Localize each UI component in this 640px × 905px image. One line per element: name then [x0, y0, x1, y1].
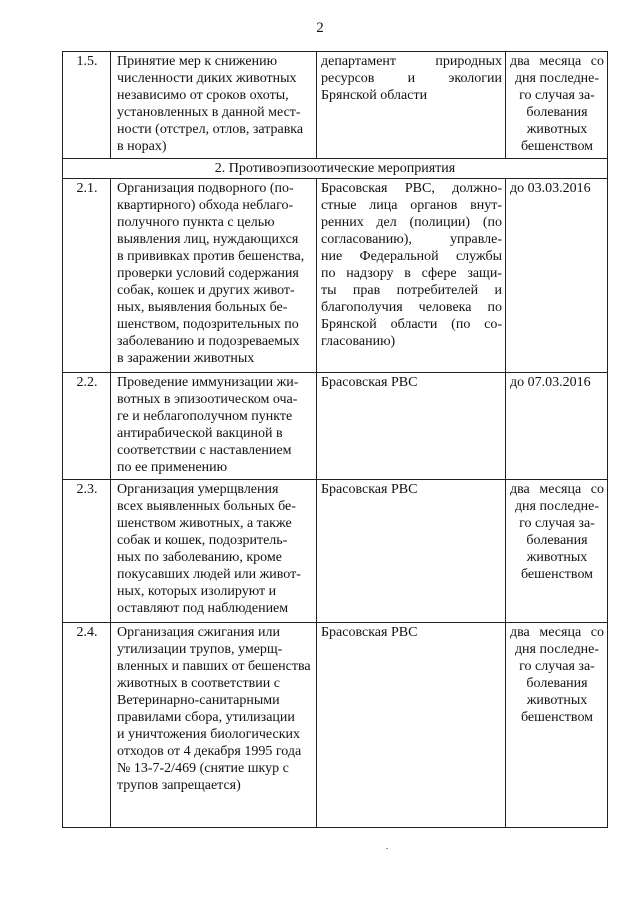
- measure-text-line: ных, которых изолируют и: [117, 584, 277, 599]
- measure-text-line: утилизации трупов, умерщ-: [117, 642, 283, 657]
- measure-text-line: независимо от сроков охоты,: [117, 88, 289, 103]
- table-row: [63, 179, 608, 373]
- responsible-text-line: Брянской области (по со-: [321, 317, 502, 332]
- row-number-cell: [63, 373, 111, 480]
- responsible-text-line: Брасовская РВС: [321, 625, 418, 640]
- deadline-text-line: два месяца со: [510, 54, 604, 69]
- measure-description-cell: [111, 623, 317, 828]
- deadline-cell: [506, 373, 608, 480]
- measure-text-line: шенством животных, а также: [117, 516, 292, 531]
- responsible-text-line: ресурсов и экологии: [321, 71, 502, 86]
- row-number-cell: [63, 52, 111, 159]
- responsible-cell: [317, 373, 506, 480]
- measure-text-line: заболеванию и подозреваемых: [117, 334, 300, 349]
- deadline-cell: [506, 179, 608, 373]
- responsible-text-line: ренних дел (полиции) (по: [321, 215, 502, 230]
- deadline-text-line: го случая за-: [519, 516, 595, 531]
- measure-text-line: численности диких животных: [117, 71, 297, 86]
- responsible-text-line: по надзору в сфере защи-: [321, 266, 502, 281]
- table-row: [63, 52, 608, 159]
- measure-text-line: ности (отстрел, отлов, затравка: [117, 122, 304, 137]
- measure-text-line: трупов запрещается): [117, 778, 241, 793]
- measure-description-cell: [111, 179, 317, 373]
- measure-text-line: Организация умерщвления: [117, 482, 279, 497]
- measure-text-line: животных в соответствии с: [117, 676, 280, 691]
- responsible-cell: [317, 52, 506, 159]
- responsible-cell: [317, 480, 506, 623]
- measure-text-line: получного пункта с целью: [117, 215, 275, 230]
- measure-text-line: Ветеринарно-санитарными: [117, 693, 280, 708]
- responsible-text-line: стные лица органов внут-: [321, 198, 502, 213]
- responsible-text-line: ние Федеральной службы: [321, 249, 502, 264]
- measure-text-line: оставляют под наблюдением: [117, 601, 289, 616]
- row-number-cell: [63, 623, 111, 828]
- measure-text-line: антирабической вакциной в: [117, 426, 283, 441]
- measure-text-line: в заражении животных: [117, 351, 255, 366]
- table-row: [63, 373, 608, 480]
- measure-text-line: всех выявленных больных бе-: [117, 499, 296, 514]
- measure-text-line: в норах): [117, 139, 167, 154]
- deadline-text-line: два месяца со: [510, 625, 604, 640]
- row-number: 2.1.: [76, 181, 98, 196]
- deadline-text-line: болевания: [526, 676, 588, 691]
- measures-table: [62, 51, 608, 828]
- measure-text-line: Организация подворного (по-: [117, 181, 294, 196]
- deadline-text-line: болевания: [526, 105, 588, 120]
- measure-text-line: Организация сжигания или: [117, 625, 280, 640]
- measure-text-line: покусавших людей или живот-: [117, 567, 301, 582]
- deadline-text-line: болевания: [526, 533, 588, 548]
- page-number: 2: [316, 20, 324, 36]
- deadline-text-line: бешенством: [520, 139, 594, 154]
- measure-text-line: Принятие мер к снижению: [117, 54, 278, 69]
- measure-text-line: Проведение иммунизации жи-: [117, 375, 299, 390]
- row-number: 2.2.: [76, 375, 98, 390]
- measure-text-line: установленных в данной мест-: [117, 105, 301, 120]
- responsible-text-line: Брасовская РВС, должно-: [321, 181, 502, 196]
- measure-text-line: № 13-7-2/469 (снятие шкур с: [117, 761, 289, 776]
- measure-description-cell: [111, 480, 317, 623]
- responsible-text-line: Брасовская РВС: [321, 375, 418, 390]
- measure-text-line: собак, кошек и других живот-: [117, 283, 295, 298]
- measure-description-cell: [111, 373, 317, 480]
- deadline-text-line: дня последне-: [514, 499, 600, 514]
- measure-text-line: правилами сбора, утилизации: [117, 710, 295, 725]
- measure-text-line: шенством, подозрительных по: [117, 317, 299, 332]
- section-row: [63, 159, 608, 179]
- responsible-text-line: гласованию): [321, 334, 396, 349]
- table-row: [63, 480, 608, 623]
- measure-text-line: и уничтожения биологических: [117, 727, 300, 742]
- row-number-cell: [63, 179, 111, 373]
- responsible-text-line: ты прав потребителей и: [321, 283, 502, 298]
- measure-text-line: проверки условий содержания: [117, 266, 299, 281]
- row-number-cell: [63, 480, 111, 623]
- measure-text-line: вленных и павших от бешенства: [117, 659, 311, 674]
- measure-text-line: соответствии с наставлением: [117, 443, 292, 458]
- row-number: 2.4.: [76, 625, 98, 640]
- responsible-text-line: Брасовская РВС: [321, 482, 418, 497]
- measure-text-line: ных по заболеванию, кроме: [117, 550, 282, 565]
- measure-text-line: в прививках против бешенства,: [117, 249, 305, 264]
- measure-text-line: вотных в эпизоотическом оча-: [117, 392, 298, 407]
- deadline-cell: [506, 52, 608, 159]
- measure-text-line: ных, выявления больных бе-: [117, 300, 288, 315]
- responsible-text-line: Брянской области: [321, 88, 428, 103]
- responsible-text-line: согласованию), управле-: [321, 232, 502, 247]
- scan-speck: [386, 848, 388, 849]
- measure-text-line: собак и кошек, подозритель-: [117, 533, 288, 548]
- deadline-text-line: дня последне-: [514, 642, 600, 657]
- deadline-text-line: животных: [526, 550, 588, 565]
- deadline-text-line: бешенством: [520, 710, 594, 725]
- responsible-text-line: благополучия человека по: [321, 300, 502, 315]
- responsible-text-line: департамент природных: [321, 54, 502, 69]
- deadline-text-line: животных: [526, 122, 588, 137]
- measure-text-line: по ее применению: [117, 460, 228, 475]
- measure-text-line: выявления лиц, нуждающихся: [117, 232, 299, 247]
- deadline-cell: [506, 623, 608, 828]
- section-title: 2. Противоэпизоотические мероприятия: [63, 159, 608, 179]
- deadline-text-line: бешенством: [520, 567, 594, 582]
- responsible-cell: [317, 623, 506, 828]
- responsible-cell: [317, 179, 506, 373]
- deadline-text-line: го случая за-: [519, 88, 595, 103]
- row-number: 1.5.: [76, 54, 98, 69]
- deadline-text-line: животных: [526, 693, 588, 708]
- deadline-text-line: дня последне-: [514, 71, 600, 86]
- deadline-text-line: два месяца со: [510, 482, 604, 497]
- table-row: [63, 623, 608, 828]
- measure-text-line: квартирного) обхода неблаго-: [117, 198, 294, 213]
- deadline-cell: [506, 480, 608, 623]
- measure-description-cell: [111, 52, 317, 159]
- deadline-text-line: до 03.03.2016: [510, 181, 591, 196]
- deadline-text-line: до 07.03.2016: [510, 375, 591, 390]
- deadline-text-line: го случая за-: [519, 659, 595, 674]
- measure-text-line: ге и неблагополучном пункте: [117, 409, 293, 424]
- measure-text-line: отходов от 4 декабря 1995 года: [117, 744, 302, 759]
- row-number: 2.3.: [76, 482, 98, 497]
